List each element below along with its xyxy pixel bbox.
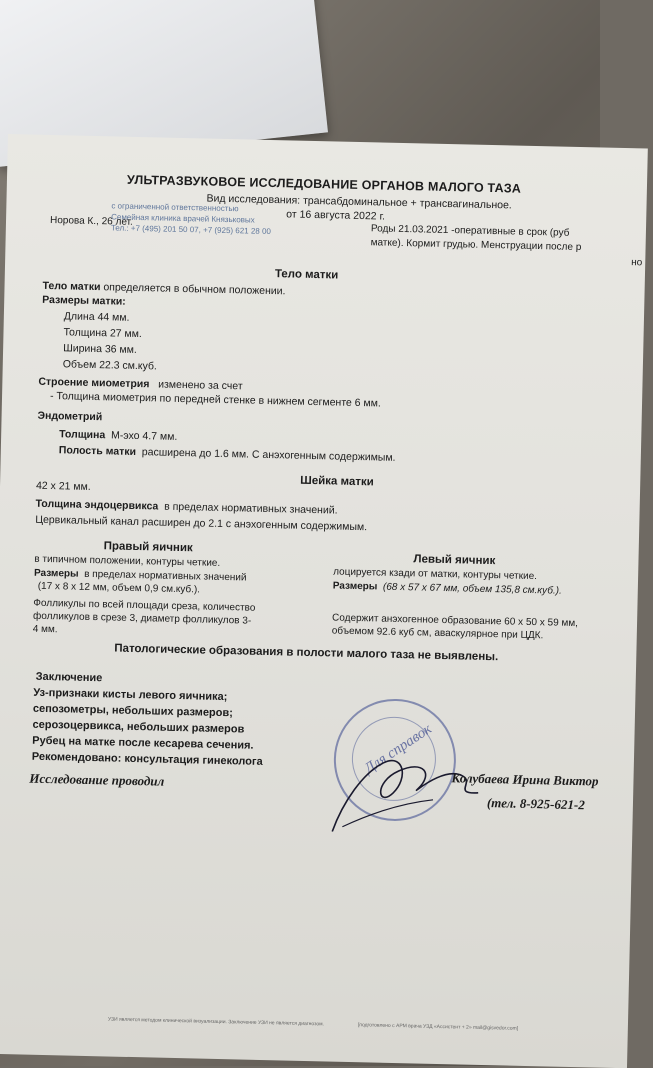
handwritten-signature (312, 731, 504, 845)
birth-history: Роды 21.03.2021 -оперативные в срок (руб матке). Кормит грудью. Менструации после р но (370, 223, 643, 269)
left-ovary-sizes: Размеры (68 х 57 х 67 мм, объем 135,8 см.куб.). (332, 580, 562, 597)
uterus-volume: Объем 22.3 см.куб. (62, 358, 158, 373)
myometrium-detail: - Толщина миометрия по передней стенке в нижнем сегменте 6 мм. (49, 390, 381, 410)
right-ovary-follicles-2: фолликулов в срезе 3, диаметр фолликулов 3- (32, 610, 252, 627)
uterus-position: Тело матки определяется в обычном положении. (42, 279, 286, 298)
uterus-thickness: Толщина 27 мм. (63, 326, 142, 341)
section-heading-right-ovary: Правый яичник (103, 540, 193, 555)
uterus-width: Ширина 36 мм. (63, 342, 137, 356)
right-ovary-position: в типичном положении, контуры четкие. (34, 553, 221, 569)
left-ovary-position: лоцируется кзади от матки, контуры четкие. (333, 566, 538, 583)
endometrium-thickness: Толщина М-эхо 4.7 мм. (59, 428, 178, 443)
right-ovary-follicles-3: 4 мм. (32, 623, 58, 636)
section-heading-uterus: Тело матки (274, 268, 339, 282)
uterus-sizes-label: Размеры матки: (42, 293, 126, 308)
report-title: УЛЬТРАЗВУКОВОЕ ИССЛЕДОВАНИЕ ОРГАНОВ МАЛОГО ТАЗА (126, 172, 522, 196)
left-ovary-content-1: Содержит анэхогенное образование 60 х 50 х 59 мм, (331, 612, 579, 630)
conclusion-heading: Заключение (35, 670, 103, 685)
right-ovary-sizes: Размеры в пределах нормативных значений (33, 567, 247, 584)
performed-by-label: Исследование проводил (29, 770, 165, 789)
uterus-length: Длина 44 мм. (63, 310, 130, 324)
conclusion-line: серозоцервикса, небольших размеров (32, 718, 245, 736)
endometrium-label: Эндометрий (37, 409, 103, 424)
doctor-name: Колубаева Ирина Виктор (451, 770, 599, 789)
patient-info: Норова К., 26 лет. (49, 214, 133, 228)
cervix-size: 42 х 21 мм. (35, 479, 91, 493)
clinic-stamp-text: с ограниченной ответственностью Семейная клиника врачей Князьковых Тел.: +7 (495) 201 50 07, +7 (925) 621 28 00 (110, 201, 272, 236)
footer-disclaimer: УЗИ является методом клинической визуализации. Заключение УЗИ не является диагнозом. (107, 1016, 325, 1028)
conclusion-line: Уз-признаки кисты левого яичника; (33, 686, 228, 704)
uterine-cavity: Полость матки расширена до 1.6 мм. С анэхогенным содержимым. (58, 444, 396, 464)
right-ovary-size-detail: (17 х 8 х 12 мм, объем 0,9 см.куб.). (37, 580, 201, 596)
recommendation: Рекомендовано: консультация гинеколога (31, 750, 263, 768)
round-clinic-stamp: Для справок (333, 698, 458, 823)
conclusion-line: Рубец на матке после кесарева сечения. (32, 734, 254, 752)
footer-software-note: [подготовлено с АРМ врача УЗД «Ассистент + 2» mail@gisvedor.com] (357, 1022, 519, 1032)
myometrium-structure: Строение миометрия изменено за счет (38, 375, 243, 393)
exam-date: от 16 августа 2022 г. (286, 208, 386, 223)
section-heading-left-ovary: Левый яичник (413, 553, 496, 568)
section-heading-cervix: Шейка матки (300, 474, 374, 489)
exam-method: Вид исследования: трансабдоминальное + трансвагинальное. (206, 192, 512, 212)
doctor-phone: (тел. 8-925-621-2 (486, 795, 585, 813)
pathology-finding: Патологические образования в полости малого таза не выявлены. (114, 642, 499, 664)
right-ovary-follicles-1: Фолликулы по всей площади среза, количество (33, 597, 256, 614)
conclusion-line: сепозометры, небольших размеров; (32, 702, 234, 720)
endocervix-thickness: Толщина эндоцервикса в пределах нормативных значений. (35, 497, 338, 517)
left-ovary-content-2: объемом 92.6 куб см, аваскулярное при ЦДК. (331, 625, 544, 642)
cervical-canal: Цервикальный канал расширен до 2.1 с анэхогенным содержимым. (35, 513, 368, 534)
ultrasound-report-sheet (0, 134, 648, 1068)
